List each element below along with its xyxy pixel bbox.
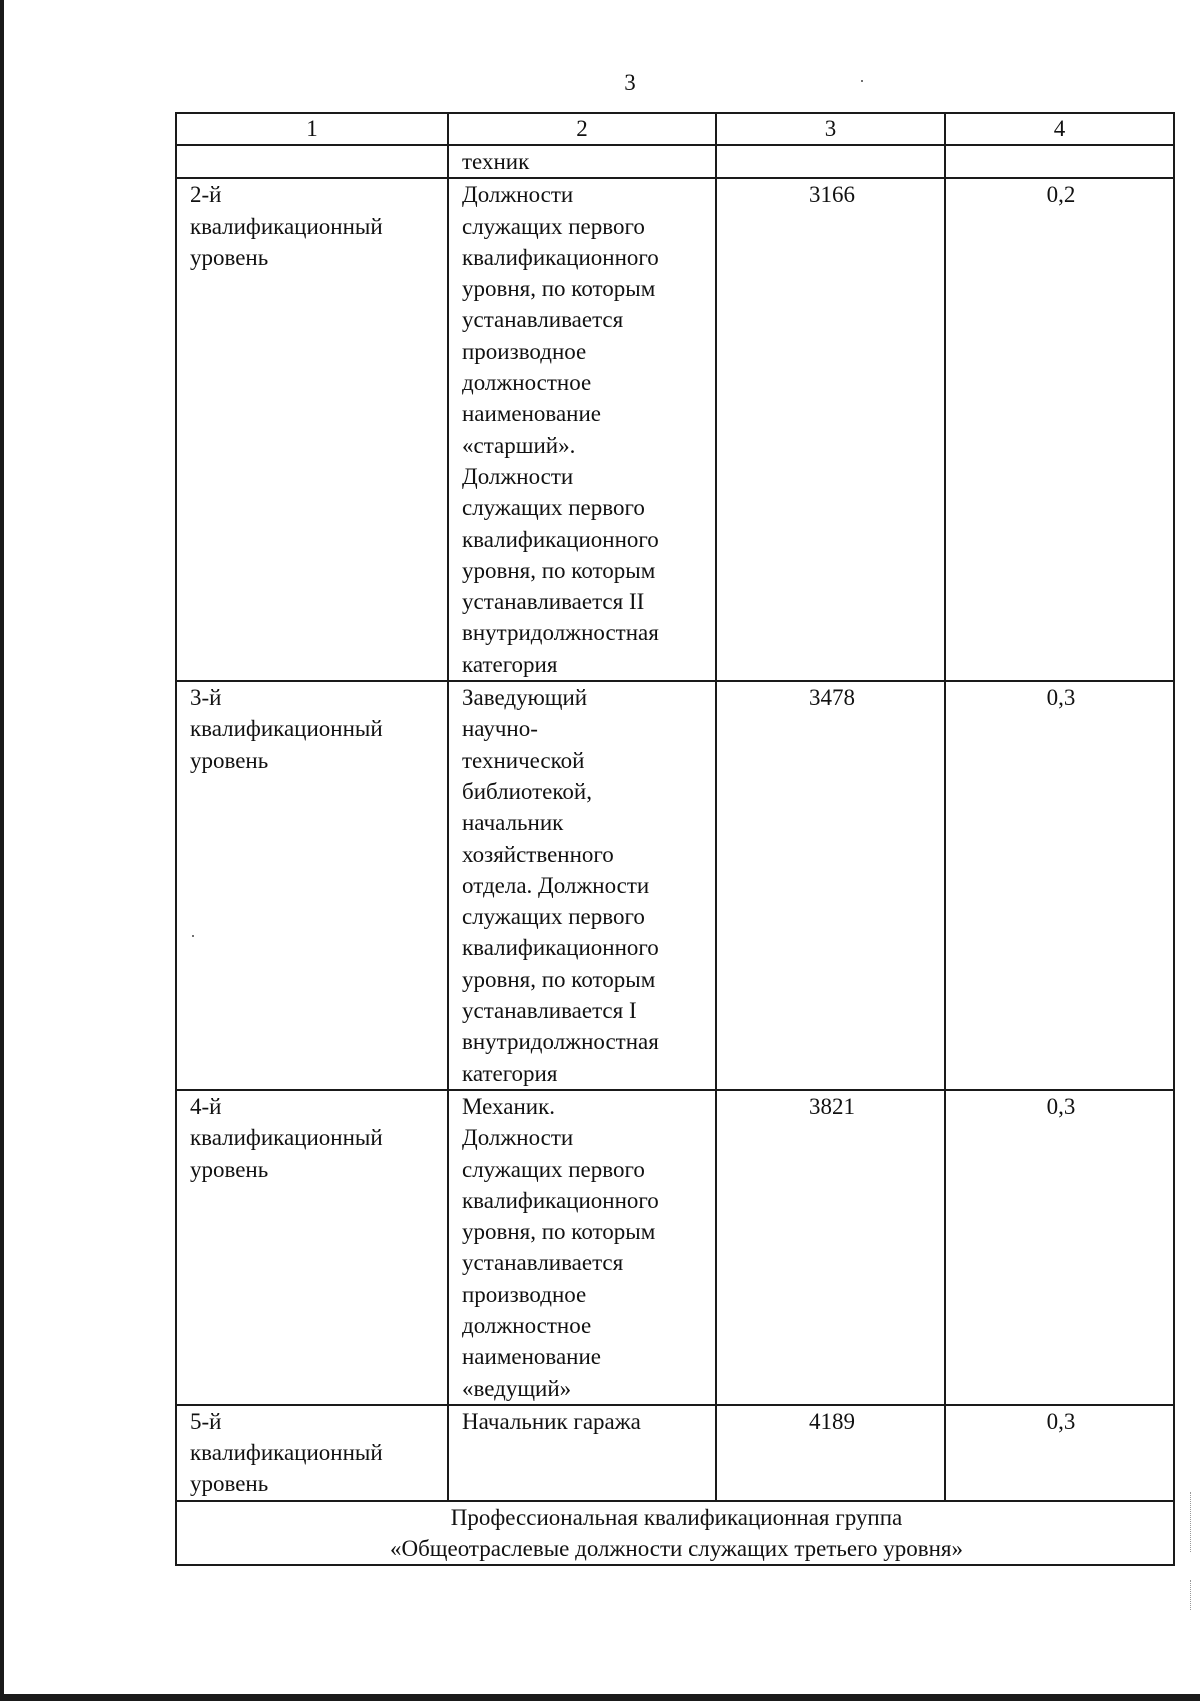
level-cell: 5-й квалификационный уровень (176, 1405, 448, 1501)
scan-left-edge (0, 0, 4, 1701)
coefficient-cell (945, 145, 1174, 178)
table-row (176, 1405, 1174, 1501)
level-cell: 2-й квалификационный уровень (176, 178, 448, 681)
salary-cell: 3166 (716, 178, 945, 681)
positions-cell: Заведующий научно- технической библиотекой, начальник хозяйственного отдела. Должности служащих первого квалификационного уровня, по которым устанавливается I внутридолжностная категория (448, 681, 716, 1090)
group-heading-cell (176, 1501, 1174, 1566)
column-header: 3 (716, 113, 945, 145)
column-header: 1 (176, 113, 448, 145)
positions-cell: Должности служащих первого квалификационного уровня, по которым устанавливается производное должностное наименование «старший». Должности служащих первого квалификационного уровня, по которым устанавливается II внутридолжностная категория (448, 178, 716, 681)
group-heading-row (176, 1501, 1174, 1566)
salary-cell: 3478 (716, 681, 945, 1090)
table-row (176, 145, 1174, 178)
column-header: 2 (448, 113, 716, 145)
salary-cell: 3821 (716, 1090, 945, 1405)
level-cell (176, 145, 448, 178)
group-heading-line: «Общеотраслевые должности служащих третьего уровня» (389, 1536, 963, 1562)
table-row (176, 1090, 1174, 1405)
qualification-table (175, 112, 1175, 1566)
level-cell: 4-й квалификационный уровень (176, 1090, 448, 1405)
table-row (176, 681, 1174, 1090)
positions-cell: Механик. Должности служащих первого квалификационного уровня, по которым устанавливается производное должностное наименование «ведущий» (448, 1090, 716, 1405)
salary-cell: 4189 (716, 1405, 945, 1501)
salary-cell (716, 145, 945, 178)
scan-bottom-edge (0, 1694, 1200, 1701)
coefficient-cell: 0,3 (945, 1405, 1174, 1501)
coefficient-cell: 0,3 (945, 1090, 1174, 1405)
group-heading-line: Профессиональная квалификационная группа (450, 1504, 903, 1530)
coefficient-cell: 0,2 (945, 178, 1174, 681)
positions-cell: Начальник гаража (448, 1405, 716, 1501)
table-header-row (176, 113, 1174, 145)
scan-margin-marks (1190, 1580, 1192, 1610)
page-number: 3 (624, 70, 636, 95)
positions-cell: техник (448, 145, 716, 178)
coefficient-cell: 0,3 (945, 681, 1174, 1090)
level-cell: 3-й квалификационный уровень (176, 681, 448, 1090)
scan-margin-marks (1190, 1492, 1192, 1552)
table-row (176, 178, 1174, 681)
scan-speck (861, 80, 863, 82)
column-header: 4 (945, 113, 1174, 145)
